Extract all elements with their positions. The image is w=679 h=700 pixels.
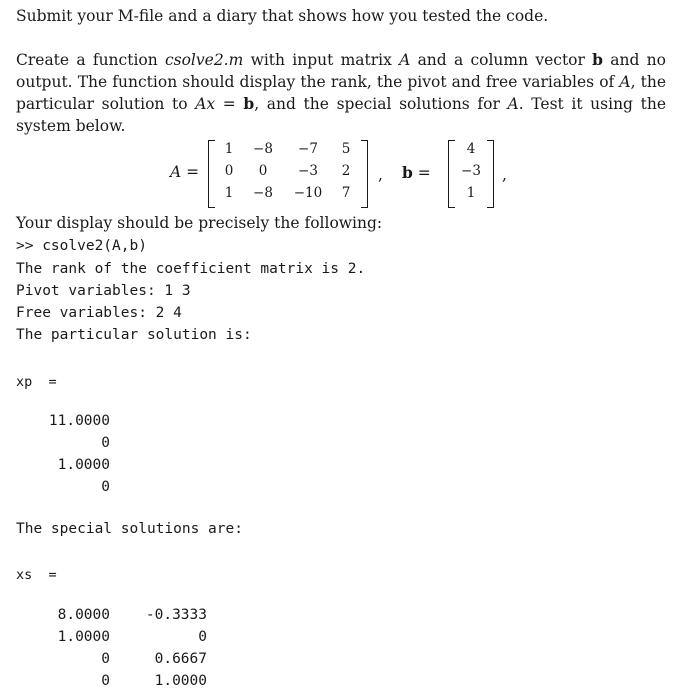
matrix-a: [208, 138, 368, 210]
xp-value: 11.0000: [48, 413, 110, 429]
function-name: csolve2.m: [164, 51, 244, 69]
vector-b-cell: −3: [461, 163, 481, 179]
matrix-a-cell: 1: [224, 185, 234, 201]
matrix-a-cell: −7: [298, 141, 318, 157]
console-free-line: Free variables: 2 4: [16, 305, 182, 321]
xs-col2-value: 0: [198, 629, 207, 645]
intro-text: Submit your M-file and a diary that shows how you tested the code.: [16, 7, 549, 25]
xs-label: xs =: [16, 567, 57, 583]
matrix-a-cell: −10: [293, 185, 323, 201]
console-special-line: The special solutions are:: [16, 521, 243, 537]
xs-col1-value: 0: [101, 651, 110, 667]
matrix-a-label: A =: [170, 163, 200, 181]
console-command: >> csolve2(A,b): [16, 238, 147, 254]
matrix-a-cell: 7: [341, 185, 351, 201]
vector-b-cell: 4: [466, 141, 476, 157]
matrix-a-cell: 5: [341, 141, 351, 157]
matrix-a-cell: 1: [224, 141, 234, 157]
matrix-a-cell: −3: [298, 163, 318, 179]
console-pivot-line: Pivot variables: 1 3: [16, 283, 191, 299]
xs-col1-value: 8.0000: [57, 607, 110, 623]
xp-value: 1.0000: [57, 457, 110, 473]
matrix-a-cell: −8: [253, 185, 273, 201]
console-rank-line: The rank of the coefficient matrix is 2.: [16, 261, 366, 277]
matrix-a-cell: 0: [224, 163, 234, 179]
matrix-a-cell: −8: [253, 141, 273, 157]
xs-col2-value: 0.6667: [154, 651, 207, 667]
display-instructions: Your display should be precisely the following:: [16, 214, 383, 232]
xp-value: 0: [101, 479, 110, 495]
comma: ,: [502, 166, 507, 184]
console-particular-line: The particular solution is:: [16, 327, 252, 343]
vector-b-cell: 1: [466, 185, 476, 201]
xp-value: 0: [101, 435, 110, 451]
task-paragraph: Create a function csolve2.m with input matrix A and a column vector b and no output. The function should display the rank, the pivot and free variables of A, the particular solution to Ax = b, and the special solutions for A. Test it using the system below.: [16, 50, 666, 135]
xp-label: xp =: [16, 374, 57, 390]
vector-b: [448, 138, 494, 210]
vector-b-label: b =: [402, 163, 431, 182]
matrix-a-cell: 2: [341, 163, 351, 179]
matrix-a-cell: 0: [258, 163, 268, 179]
xs-col1-value: 1.0000: [57, 629, 110, 645]
xs-col1-value: 0: [101, 673, 110, 689]
xs-col2-value: 1.0000: [154, 673, 207, 689]
comma: ,: [378, 166, 383, 184]
system-equations: [170, 138, 530, 210]
xs-col2-value: -0.3333: [145, 607, 207, 623]
